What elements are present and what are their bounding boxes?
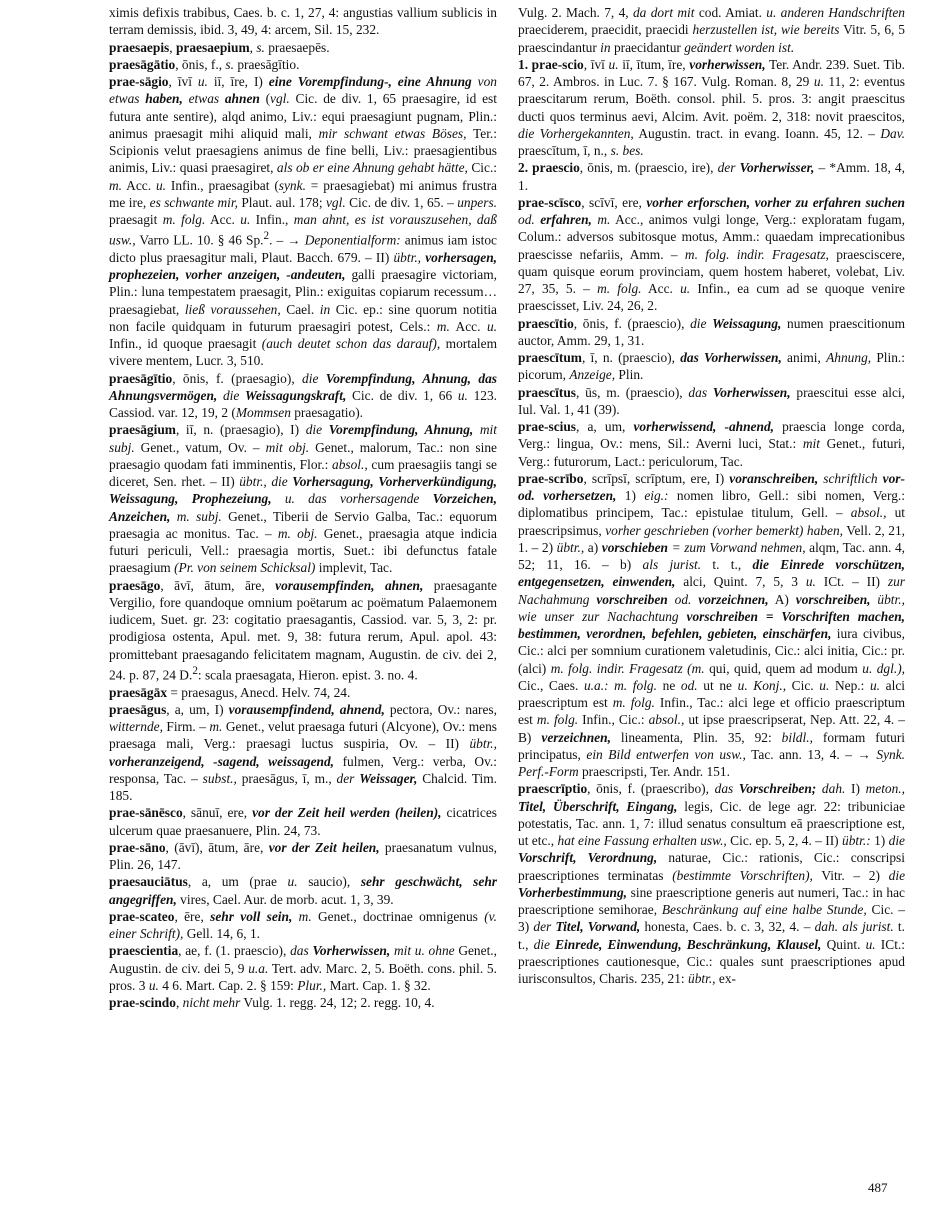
entry-praescio-1: 1. prae-scio, īvī u. iī, ītum, īre, vorherwissen, Ter. Andr. 239. Suet. Tib. 67, 2. Ambros. in Luc. 7. § 167. Vulg. Roman. 8, 29 u. 11, 2: eventus praescitarum rerum, Boëth. consol. phil. 5. pros. 3: angit praescitus ducti quos terminus aevi, Alcim. Avit. poëm. 2, 318: novit praescitos, die Vorhergekannten, Augustin. tract. in evang. Ioann. 45, 12. – Dav. praescītum, ī, n., s. bes. bbox=[518, 56, 905, 158]
entry-praescindo-cont: Vulg. 2. Mach. 7, 4, da dort mit cod. Amiat. u. anderen Handschriften praeciderem, praecidit, praecidi herzustellen ist, wie bereits Vitr. 5, 6, 5 praescindantur in praecidantur geändert worden ist. bbox=[518, 5, 905, 55]
entry-praescitus: praescītus, ūs, m. (praescio), das Vorherwissen, praescitui esse alci, Iul. Val. 1, 41 (39). bbox=[518, 384, 905, 417]
entry-praesagus: praesāgus, a, um, I) vorausempfindend, ahnend, pectora, Ov.: nares, witternde, Firm. – m. Genet., velut praesaga futuri (Alcyone), Ov.: mens praesaga mali, Verg.: praesagi luctus suspiria, Ov. – II) übtr., vorheranzeigend, -sagend, weissagend, fulmen, Verg.: verba, Ov.: responsa, Tac. – subst., praesāgus, ī, m., der Weissager, Chalcid. Tim. 185. bbox=[109, 701, 497, 804]
entry-praescitum: praescītum, ī, n. (praescio), das Vorherwissen, animi, Ahnung, Plin.: picorum, Anzeige, Plin. bbox=[518, 350, 906, 383]
entry-praescateo: prae-scateo, ēre, sehr voll sein, m. Genet., doctrinae omnigenus (v. einer Schrift), Gell. 14, 6, 1. bbox=[109, 908, 497, 942]
entry-praesano: prae-sāno, (āvī), ātum, āre, vor der Zeit heilen, praesanatum vulnus, Plin. 26, 147. bbox=[109, 839, 498, 873]
entry-praesagax: praesāgāx = praesagus, Anecd. Helv. 74, 24. bbox=[109, 684, 351, 700]
page-number: 487 bbox=[868, 1180, 888, 1195]
entry-praesago: praesāgo, āvī, ātum, āre, vorausempfinden, ahnen, praesagante Vergilio, fore quandoque omnium poëtarum ac poëmatum Palaemonem iudicem, Suet. gr. 23: cogitatio praesagantis, Cassiod. var. 5, 3, 2: pr. prodigiosa ostenta, Apul. met. 9, 38: futura rerum, Apul. apol. 43: promittebant praesagando felicitatem magnam, Augustin. de civ. dei 2, 24. p. 87, 24 D.$^2$: scala praesagata, Hieron. epist. 3. no. 4. bbox=[109, 577, 497, 683]
entry-praesagio: prae-sāgio, īvī u. iī, īre, I) eine Vorempfindung-, eine Ahnung von etwas haben, etwas ahnen (vgl. Cic. de div. 1, 65 praesagire, id est futura ante sentire), alqd animo, Liv.: equi praesagiunt pugnam, Plin.: animus praesagit mihi aliquid mali, mir schwant etwas Böses, Ter.: Scipionis velut praesagiens animus de fine belli, Liv.: praesagientibus animis, Liv.: quasi praesagiret, als ob er eine Ahnung gehabt hätte, Cic.: m. Acc. u. Infin., praesagibat (synk. = praesagiebat) mi animus frustra me ire, es schwante mir, Plaut. aul. 178; vgl. Cic. de div. 1, 65. – unpers. praesagit m. folg. Acc. u. Infin., man ahnt, es ist vorauszusehen, daß usw., Varro LL. 10. § 46 Sp.$^2$. – → Deponentialform: animus iam istoc dicto plus praesagitur mali, Plaut. Bacch. 679. – II) übtr., vorhersagen, prophezeien, vorher anzeigen, -andeuten, galli praesagire victoriam, Plin.: luna tempestatem praesagit, Plin.: exiguitas copiarum recessum… praesagiebat, ließ voraussehen, Cael. in Cic. ep.: sine quorum notitia non facile quidquam in futurum praesagiri potest, Cels.: m. Acc. u. Infin., id quoque praesagit (auch deutet schon das darauf), mortalem vivere mentem, Lucr. 3, 510. bbox=[109, 74, 498, 369]
entry-praesauciatus: praesauciātus, a, um (prae u. saucio), sehr geschwächt, sehr angegriffen, vires, Cael. Aur. de morb. acut. 1, 3, 39. bbox=[109, 874, 497, 907]
entry-praesanesco: prae-sānēsco, sānuī, ere, vor der Zeit heil werden (heilen), cicatrices ulcerum quae praesanuere, Plin. 24, 73. bbox=[109, 805, 497, 838]
entry-praescitio: praescītio, ōnis, f. (praescio), die Weissagung, numen praescitionum auctor, Amm. 29, 1, 31. bbox=[518, 315, 905, 348]
entry-praescribo: prae-scrībo, scrīpsī, scrīptum, ere, I) voranschreiben, schriftlich vor- od. vorhersetzen, 1) eig.: nomen libro, Gell.: sibi nomen, Verg.: diplomatibus principem, Tac.: epistulae titulum, Gell. – absol., ut praescripsimus, vorher geschrieben (vorher bemerkt) haben, Vell. 2, 21, 1. – 2) übtr., a) vorschieben = zum Vorwand nehmen, alqm, Tac. ann. 4, 52; 11, 16. – b) als jurist. t. t., die Einrede vorschützen, entgegensetzen, einwenden, alci, Quint. 7, 5, 3 u. ICt. – II) zur Nachahmung vorschreiben od. vorzeichnen, A) vorschreiben, übtr., wie unser zur Nachachtung vorschreiben = Vorschriften machen, bestimmen, verordnen, befehlen, gebieten, einschärfen, iura civibus, Cic.: alci per somnium curationem valetudinis, Cic.: alci initia, Cic.: pr. (alci) m. folg. indir. Fragesatz (m. qui, quid, quem ad modum u. dgl.), Cic., Caes. u.a.: m. folg. ne od. ut ne u. Konj., Cic. u. Nep.: u. alci praescriptum est m. folg. Infin., Tac.: alci lege et officio praescriptum est m. folg. Infin., Cic.: absol., ut ipse praescripserat, Nep. Att. 22, 4. – B) verzeichnen, lineamenta, Plin. 35, 92: bildl., formam futuri principatus, ein Bild entwerfen von usw., Tac. ann. 13, 4. – → Synk. Perf.-Form praescripsti, Ter. Andr. 151. bbox=[518, 470, 906, 779]
left-column bbox=[109, 4, 497, 1011]
entry-praesaepis: praesaepis, praesaepium, s. praesaepēs. bbox=[109, 39, 330, 55]
entry-praesagitio: praesāgītio, ōnis, f. (praesagio), die Vorempfindung, Ahnung, das Ahnungsvermögen, die Weissagungskraft, Cic. de div. 1, 66 u. 123. Cassiod. var. 12, 19, 2 (Mommsen praesagatio). bbox=[109, 370, 497, 421]
entry-praescientia: praescientia, ae, f. (1. praescio), das Vorherwissen, mit u. ohne Genet., Augustin. de civ. dei 5, 9 u.a. Tert. adv. Marc. 2, 5. Boëth. cons. phil. 5. pros. 3 u. 4 6. Mart. Cap. 2. § 159: Plur., Mart. Cap. 1. § 32. bbox=[109, 943, 497, 993]
right-column bbox=[518, 4, 905, 987]
entry-praesagium: praesāgium, iī, n. (praesagio), I) die Vorempfindung, Ahnung, mit subj. Genet., vatum, Ov. – mit obj. Genet., malorum, Tac.: non sine praesagio quodam fati imminentis, Flor.: absol., cum praesagiis tangi se diceret, Sen. rhet. – II) übtr., die Vorhersagung, Vorherverkündigung, Weissagung, Prophezeiung, u. das vorhersagende Vorzeichen, Anzeichen, m. subj. Genet., Tiberii de Servio Galba, Tac.: equorum praesagia ac monitus. Tac. – m. obj. Genet., praesagia atque indicia futuri periculi, Vell.: praesagia mortis, Suet.: ibi defunctus fatale praesagium (Pr. von seinem Schicksal) implevit, Tac. bbox=[109, 422, 497, 576]
entry-praescisco: prae-scīsco, scīvī, ere, vorher erforschen, vorher zu erfahren suchen od. erfahren, m. Acc., animos vulgi longe, Verg.: exploratam fugam, Colum.: adversos subitosque motus, Amm.: quaedam imprecationibus praescisse nefariis, Amm. – m. folg. indir. Fragesatz, praesciscere, quam quisque eorum provinciam, quem hostem haberet, volebat, Liv. 27, 35, 5. – m. folg. Acc. u. Infin., ea cum ad se quoque venire praescisset, Liv. 24, 26, 2. bbox=[518, 194, 905, 314]
entry-praescio-2: 2. praescio, ōnis, m. (praescio, ire), der Vorherwisser, – *Amm. 18, 4, 1. bbox=[518, 160, 905, 193]
entry-ximis: ximis defixis trabibus, Caes. b. c. 1, 27, 4: angustias vallium sublicis in terram demissis, ibid. 3, 49, 4: arcem, Sil. 15, 232. bbox=[109, 5, 497, 38]
entry-praesagatio: praesāgātio, ōnis, f., s. praesāgītio. bbox=[109, 56, 300, 72]
entry-praescius: prae-scius, a, um, vorherwissend, -ahnend, praescia longe corda, Verg.: lingua, Ov.: mens, Sil.: Averni luci, Stat.: mit Genet., futuri, Verg.: futurorum, Lact.: periculorum, Tac. bbox=[518, 419, 905, 469]
entry-praescindo: prae-scindo, nicht mehr Vulg. 1. regg. 24, 12; 2. regg. 10, 4. bbox=[109, 995, 435, 1011]
entry-praescriptio: praescrīptio, ōnis, f. (praescribo), das Vorschreiben; dah. I) meton., Titel, Überschrift, Eingang, legis, Cic. de lege agr. 22: tribuniciae potestatis, Tac. ann. 1, 7: illud senatus consultum eā praescriptione est, ut etc., hat eine Fassung erhalten usw., Cic. ep. 5, 2, 4. – II) übtr.: 1) die Vorschrift, Verordnung, naturae, Cic.: rationis, Cic.: conscripsi praescriptiones terminatas (bestimmte Vorschriften), Vitr. – 2) die Vorherbestimmung, sine praescriptione generis aut numeri, Tac.: in hac praescriptione semihorae, Beschränkung auf eine halbe Stunde, Cic. – 3) der Titel, Vorwand, honesta, Caes. b. c. 3, 32, 4. – dah. als jurist. t. t., die Einrede, Einwendung, Beschränkung, Klausel, Quint. u. ICt.: praescriptiones cautionesque, Cic.: quales sunt praescriptiones apud iurisconsultos, Charis. 235, 21: übtr., ex- bbox=[518, 781, 906, 986]
